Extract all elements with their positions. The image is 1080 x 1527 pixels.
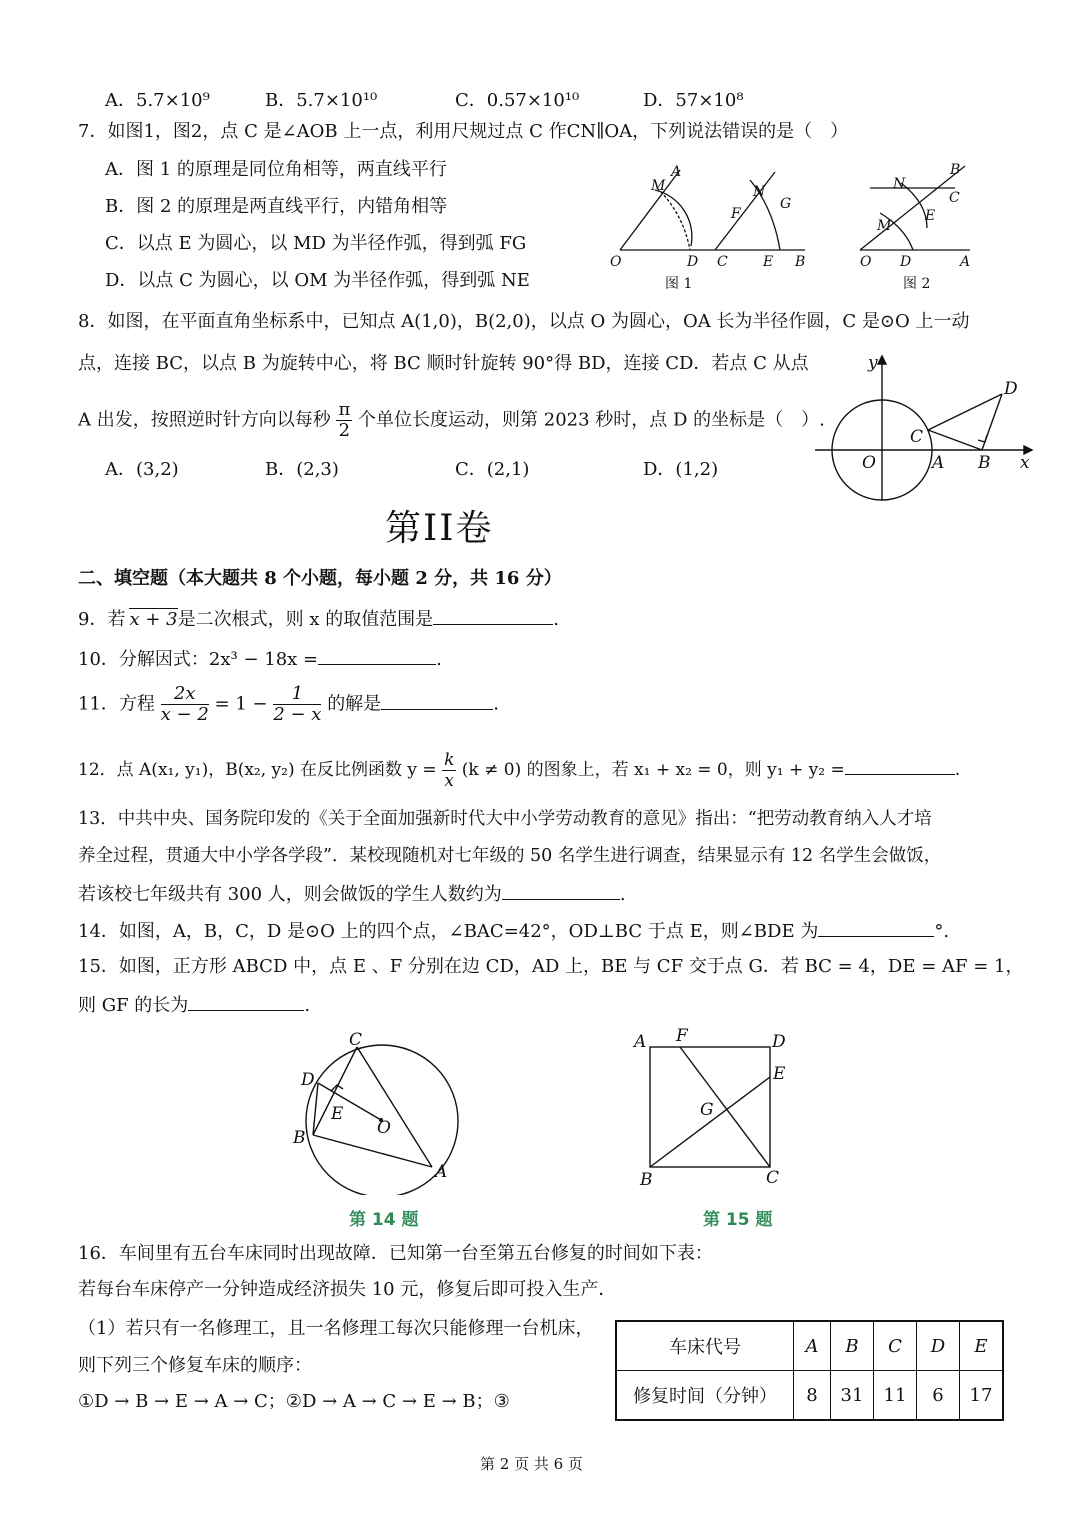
q6-option-b: B．5.7×10¹⁰ [265, 90, 378, 111]
table-header-label: 车床代号 [616, 1321, 794, 1371]
svg-text:C: C [766, 1168, 780, 1188]
q14: 14．如图，A，B，C，D 是⊙O 上的四个点，∠BAC=42°，OD⊥BC 于点 E，则∠BDE 为 °. [78, 918, 949, 944]
fig14 [285, 1025, 465, 1195]
svg-text:D: D [301, 1070, 315, 1090]
svg-text:D: D [1004, 379, 1018, 399]
q6-option-a: A．5.7×10⁹ [105, 90, 210, 111]
svg-text:D: D [772, 1032, 786, 1052]
svg-text:O: O [860, 254, 872, 270]
q8-line3: A 出发，按照逆时针方向以每秒 $\frac{\pi}{2}$ 个单位长度运动，则第 2023 秒时，点 D 的坐标是（ ）. [78, 399, 825, 441]
q7-figures [605, 158, 995, 298]
q13-blank [502, 881, 620, 900]
q8-option-d: D．(1,2) [643, 459, 719, 480]
q7-stem: 7．如图1，图2，点 C 是∠AOB 上一点，利用尺规过点 C 作CN∥OA，下列说法错误的是（ ） [78, 121, 849, 142]
q13-line2: 养全过程，贯通大中小学各学段”．某校现随机对七年级的 50 名学生进行调查，结果显示有 12 名学生会做饭， [78, 846, 942, 866]
q8-option-b: B．(2,3) [265, 459, 339, 480]
q8-figure [810, 350, 1040, 510]
repair-time-table [615, 1320, 1004, 1421]
svg-text:A: A [435, 1162, 448, 1182]
fig1-caption: 图 1 [665, 276, 693, 292]
fig2-caption: 图 2 [903, 276, 931, 292]
q13-line1: 13．中共中央、国务院印发的《关于全面加强新时代大中小学劳动教育的意见》指出：“把劳动教育纳入人才培 [78, 809, 932, 829]
table-header-cell: B [831, 1321, 874, 1371]
q7-option-c: C．以点 E 为圆心，以 MD 为半径作弧，得到弧 FG [105, 233, 527, 254]
q15-blank [188, 992, 304, 1011]
svg-text:M: M [651, 178, 666, 194]
q13-line3: 若该校七年级共有 300 人，则会做饭的学生人数约为 . [78, 881, 626, 907]
svg-text:A: A [932, 453, 945, 473]
svg-text:y: y [868, 353, 878, 373]
svg-text:N: N [753, 184, 766, 200]
fig15-caption: 第 15 题 [703, 1210, 773, 1230]
q15-line1: 15．如图，正方形 ABCD 中，点 E 、F 分别在边 CD，AD 上，BE 与 CF 交于点 G．若 BC = 4，DE = AF = 1， [78, 956, 1024, 977]
q16-line4: 则下列三个修复车床的顺序： [78, 1355, 312, 1376]
table-row-label: 修复时间（分钟） [616, 1371, 794, 1421]
svg-text:E: E [331, 1104, 344, 1124]
svg-text:B: B [795, 254, 806, 270]
q8-option-a: A．(3,2) [105, 459, 179, 480]
svg-text:G: G [700, 1100, 714, 1120]
q8-option-c: C．(2,1) [455, 459, 530, 480]
svg-text:E: E [925, 208, 936, 224]
q16-line2: 若每台车床停产一分钟造成经济损失 10 元，修复后即可投入生产． [78, 1279, 617, 1300]
svg-text:E: E [773, 1064, 786, 1084]
svg-text:C: C [949, 190, 960, 206]
table-cell: 17 [960, 1371, 1004, 1421]
q11-blank [381, 691, 493, 710]
fig15 [630, 1025, 800, 1190]
svg-text:O: O [862, 453, 876, 473]
table-cell: 31 [831, 1371, 874, 1421]
q9-radical: x + 3 [129, 609, 178, 630]
q10: 10．分解因式：2x³ − 18x = . [78, 646, 442, 672]
q8-line2: 点，连接 BC，以点 B 为旋转中心，将 BC 顺时针旋转 90°得 BD，连接 CD．若点 C 从点 [78, 353, 809, 374]
q12-blank [845, 756, 955, 775]
fill-header: 二、填空题（本大题共 8 个小题，每小题 2 分，共 16 分） [78, 568, 562, 589]
table-header-cell: C [874, 1321, 917, 1371]
svg-text:E: E [763, 254, 774, 270]
svg-text:D: D [687, 254, 699, 270]
svg-text:B: B [640, 1170, 653, 1190]
q16-line5: ①D → B → E → A → C；②D → A → C → E → B；③ [78, 1391, 510, 1412]
q6-option-c: C．0.57×10¹⁰ [455, 90, 580, 111]
svg-text:A: A [671, 164, 682, 180]
svg-text:C: C [717, 254, 728, 270]
q8-line1: 8．如图，在平面直角坐标系中，已知点 A(1,0)，B(2,0)，以点 O 为圆心，OA 长为半径作圆，C 是⊙O 上一动 [78, 311, 970, 332]
q14-blank [818, 918, 934, 937]
q12: 12．点 A(x₁, y₁)，B(x₂, y₂) 在反比例函数 y = $\frac{k}{x}$ (k ≠ 0) 的图象上，若 x₁ + x₂ = 0，则 y₁ + y₂ = . [78, 750, 961, 791]
q15-line2: 则 GF 的长为 . [78, 992, 310, 1018]
table-header-cell: D [917, 1321, 960, 1371]
svg-text:O: O [610, 254, 622, 270]
table-header-cell: A [794, 1321, 831, 1371]
table-header-row [616, 1321, 1003, 1371]
svg-text:M: M [877, 218, 892, 234]
q7-option-d: D．以点 C 为圆心，以 OM 为半径作弧，得到弧 NE [105, 270, 530, 291]
svg-text:F: F [676, 1026, 688, 1046]
svg-text:A: A [960, 254, 971, 270]
q9-blank [433, 606, 553, 625]
table-header-cell: E [960, 1321, 1004, 1371]
fig14-caption: 第 14 题 [349, 1210, 419, 1230]
q8-fraction: $\frac{\pi}{2}$ [338, 399, 351, 441]
svg-text:C: C [349, 1030, 363, 1050]
table-cell: 11 [874, 1371, 917, 1421]
table-row [616, 1371, 1003, 1421]
svg-text:B: B [293, 1128, 306, 1148]
page-footer: 第 2 页 共 6 页 [480, 1455, 583, 1473]
table-cell: 6 [917, 1371, 960, 1421]
svg-text:x: x [1020, 453, 1030, 473]
svg-text:N: N [893, 176, 906, 192]
svg-text:G: G [780, 196, 792, 212]
q7-option-b: B．图 2 的原理是两直线平行，内错角相等 [105, 196, 448, 217]
svg-text:A: A [634, 1032, 647, 1052]
svg-text:B: B [978, 453, 991, 473]
svg-text:D: D [900, 254, 912, 270]
section-title: 第II卷 [385, 508, 494, 549]
q11: 11．方程 $\frac{2x}{x - 2}$ = 1 − $\frac{1}{2 - x}$ 的解是 . [78, 683, 499, 725]
q10-blank [318, 646, 436, 665]
q6-option-d: D．57×10⁸ [643, 90, 744, 111]
svg-text:C: C [910, 427, 924, 447]
q16-line1: 16．车间里有五台车床同时出现故障．已知第一台至第五台修复的时间如下表： [78, 1243, 713, 1264]
svg-text:F: F [731, 206, 741, 222]
svg-text:O: O [377, 1118, 391, 1138]
q9: 9．若 x + 3是二次根式，则 x 的取值范围是 . [78, 606, 559, 632]
svg-text:B: B [950, 162, 961, 178]
q16-line3: （1）若只有一名修理工，且一名修理工每次只能修理一台机床， [78, 1318, 594, 1339]
table-cell: 8 [794, 1371, 831, 1421]
q7-option-a: A．图 1 的原理是同位角相等，两直线平行 [105, 159, 447, 180]
